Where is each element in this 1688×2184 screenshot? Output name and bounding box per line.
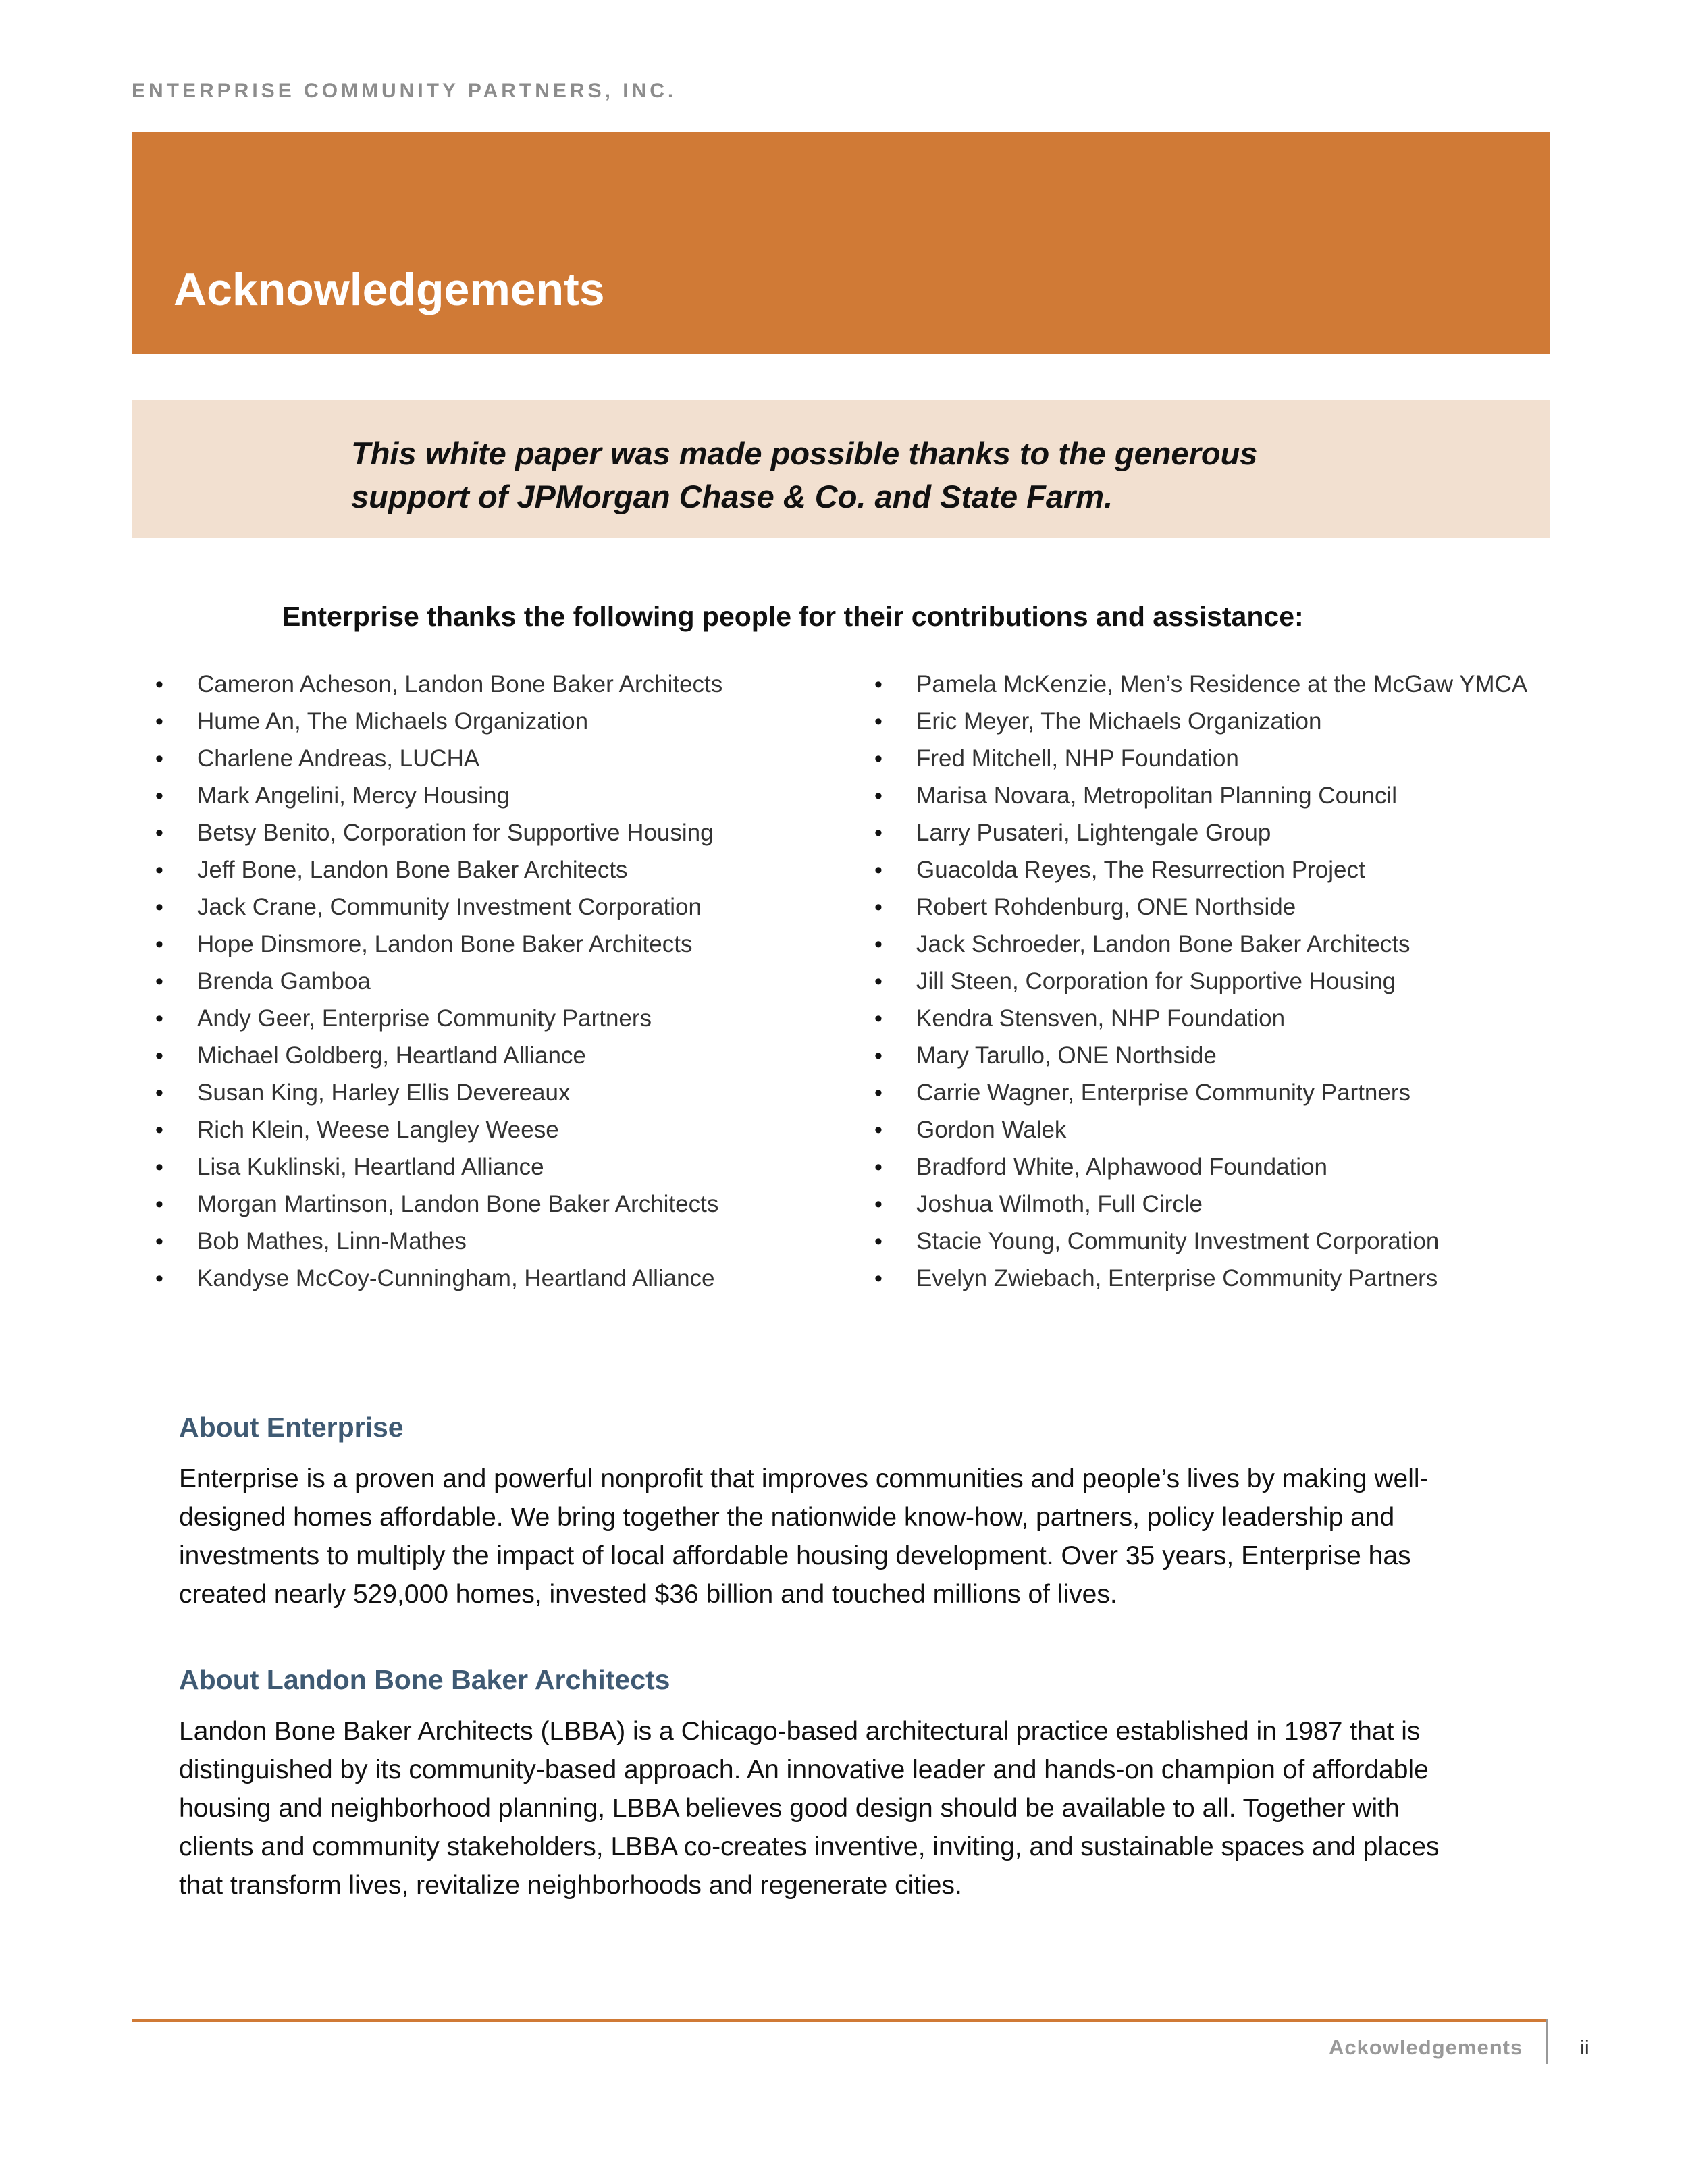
- person-name-affiliation: Stacie Young, Community Investment Corporation: [916, 1228, 1440, 1254]
- bullet-icon: •: [874, 857, 882, 883]
- acknowledgement-list-item: [155, 1225, 830, 1262]
- about-lbba-section: [179, 1661, 1529, 1905]
- acknowledgement-list-item: [874, 1003, 1671, 1040]
- bullet-icon: •: [874, 932, 882, 957]
- person-name-affiliation: Hume An, The Michaels Organization: [197, 708, 589, 735]
- bullet-icon: •: [155, 783, 163, 809]
- bullet-icon: •: [155, 895, 163, 920]
- page-title: Acknowledgements: [174, 264, 605, 315]
- person-name-affiliation: Lisa Kuklinski, Heartland Alliance: [197, 1154, 544, 1180]
- acknowledgement-list-item: [874, 668, 1671, 705]
- about-enterprise-heading: About Enterprise: [179, 1412, 404, 1443]
- person-name-affiliation: Bradford White, Alphawood Foundation: [916, 1154, 1327, 1180]
- acknowledgement-list-item: [155, 1040, 830, 1077]
- acknowledgement-list-item: [155, 1188, 830, 1225]
- footer-divider: [132, 2019, 1546, 2022]
- acknowledged-people-left-column: [155, 668, 830, 1300]
- person-name-affiliation: Robert Rohdenburg, ONE Northside: [916, 894, 1296, 920]
- footer-vertical-divider: [1546, 2019, 1548, 2064]
- acknowledgement-list-item: [874, 1114, 1671, 1151]
- acknowledgement-list-item: [155, 965, 830, 1003]
- support-statement: [351, 432, 1364, 518]
- acknowledgement-list-item: [874, 705, 1671, 743]
- organization-name: ENTERPRISE COMMUNITY PARTNERS, INC.: [132, 80, 677, 102]
- about-enterprise-body: [179, 1460, 1529, 1614]
- person-name-affiliation: Jill Steen, Corporation for Supportive Housing: [916, 968, 1396, 994]
- acknowledgement-list-item: [874, 817, 1671, 854]
- support-line: support of JPMorgan Chase & Co. and State Farm.: [351, 479, 1113, 514]
- bullet-icon: •: [874, 1229, 882, 1254]
- person-name-affiliation: Cameron Acheson, Landon Bone Baker Architects: [197, 671, 723, 697]
- acknowledgement-list-item: [155, 780, 830, 817]
- acknowledgement-list-item: [155, 1151, 830, 1188]
- acknowledgement-list-item: [874, 743, 1671, 780]
- bullet-icon: •: [155, 1229, 163, 1254]
- bullet-icon: •: [155, 1266, 163, 1291]
- paragraph-line: Landon Bone Baker Architects (LBBA) is a Chicago-based architectural practice established in 1987 that is: [179, 1717, 1421, 1746]
- acknowledgement-list-item: [874, 1040, 1671, 1077]
- acknowledgement-list-item: [874, 928, 1671, 965]
- person-name-affiliation: Carrie Wagner, Enterprise Community Partners: [916, 1080, 1411, 1106]
- acknowledgement-list-item: [874, 1188, 1671, 1225]
- bullet-icon: •: [874, 1154, 882, 1180]
- person-name-affiliation: Marisa Novara, Metropolitan Planning Council: [916, 782, 1398, 809]
- acknowledgement-list-item: [155, 1003, 830, 1040]
- paragraph-line: clients and community stakeholders, LBBA co-creates inventive, inviting, and sustainable spaces and places: [179, 1832, 1440, 1861]
- acknowledgement-list-item: [155, 1262, 830, 1300]
- person-name-affiliation: Susan King, Harley Ellis Devereaux: [197, 1080, 571, 1106]
- person-name-affiliation: Fred Mitchell, NHP Foundation: [916, 745, 1239, 772]
- acknowledgement-list-item: [874, 1262, 1671, 1300]
- bullet-icon: •: [155, 969, 163, 994]
- bullet-icon: •: [155, 1154, 163, 1180]
- page-number: ii: [1580, 2035, 1589, 2059]
- bullet-icon: •: [155, 932, 163, 957]
- acknowledgement-list-item: [874, 891, 1671, 928]
- bullet-icon: •: [155, 1080, 163, 1106]
- person-name-affiliation: Eric Meyer, The Michaels Organization: [916, 708, 1322, 735]
- bullet-icon: •: [874, 1266, 882, 1291]
- person-name-affiliation: Hope Dinsmore, Landon Bone Baker Architects: [197, 931, 693, 957]
- person-name-affiliation: Jack Schroeder, Landon Bone Baker Architects: [916, 931, 1410, 957]
- bullet-icon: •: [874, 895, 882, 920]
- paragraph-line: distinguished by its community-based approach. An innovative leader and hands-on champion of affordable: [179, 1755, 1429, 1784]
- acknowledgement-list-item: [874, 1077, 1671, 1114]
- bullet-icon: •: [155, 1117, 163, 1143]
- person-name-affiliation: Bob Mathes, Linn-Mathes: [197, 1228, 467, 1254]
- bullet-icon: •: [874, 783, 882, 809]
- person-name-affiliation: Pamela McKenzie, Men’s Residence at the McGaw YMCA: [916, 671, 1528, 697]
- person-name-affiliation: Brenda Gamboa: [197, 968, 371, 994]
- person-name-affiliation: Rich Klein, Weese Langley Weese: [197, 1117, 559, 1143]
- acknowledgement-list-item: [155, 854, 830, 891]
- bullet-icon: •: [874, 1006, 882, 1032]
- acknowledgement-list-item: [155, 817, 830, 854]
- bullet-icon: •: [155, 746, 163, 772]
- title-banner: [132, 132, 1550, 354]
- bullet-icon: •: [155, 1006, 163, 1032]
- bullet-icon: •: [155, 709, 163, 735]
- person-name-affiliation: Mark Angelini, Mercy Housing: [197, 782, 510, 809]
- paragraph-line: created nearly 529,000 homes, invested $36 billion and touched millions of lives.: [179, 1580, 1117, 1609]
- acknowledgement-list-item: [155, 1077, 830, 1114]
- about-enterprise-section: [179, 1408, 1529, 1614]
- support-callout: [132, 400, 1550, 538]
- bullet-icon: •: [155, 857, 163, 883]
- bullet-icon: •: [155, 1192, 163, 1217]
- thanks-heading: Enterprise thanks the following people for their contributions and assistance:: [282, 601, 1304, 632]
- footer-section-label: Ackowledgements: [1329, 2035, 1523, 2059]
- bullet-icon: •: [155, 672, 163, 697]
- person-name-affiliation: Michael Goldberg, Heartland Alliance: [197, 1042, 586, 1069]
- person-name-affiliation: Joshua Wilmoth, Full Circle: [916, 1191, 1203, 1217]
- person-name-affiliation: Morgan Martinson, Landon Bone Baker Architects: [197, 1191, 719, 1217]
- person-name-affiliation: Charlene Andreas, LUCHA: [197, 745, 480, 772]
- person-name-affiliation: Betsy Benito, Corporation for Supportive Housing: [197, 820, 714, 846]
- bullet-icon: •: [874, 1192, 882, 1217]
- bullet-icon: •: [155, 1043, 163, 1069]
- bullet-icon: •: [874, 1080, 882, 1106]
- acknowledgement-list-item: [155, 1114, 830, 1151]
- paragraph-line: investments to multiply the impact of local affordable housing development. Over 35 years, Enterprise has: [179, 1541, 1411, 1570]
- acknowledgement-list-item: [874, 1225, 1671, 1262]
- acknowledgement-list-item: [155, 928, 830, 965]
- about-lbba-heading: About Landon Bone Baker Architects: [179, 1664, 670, 1695]
- person-name-affiliation: Andy Geer, Enterprise Community Partners: [197, 1005, 652, 1032]
- paragraph-line: Enterprise is a proven and powerful nonprofit that improves communities and people’s lives by making well-: [179, 1464, 1429, 1493]
- person-name-affiliation: Guacolda Reyes, The Resurrection Project: [916, 857, 1365, 883]
- acknowledgement-list-item: [874, 965, 1671, 1003]
- acknowledgement-list-item: [155, 705, 830, 743]
- acknowledgement-list-item: [874, 854, 1671, 891]
- person-name-affiliation: Kendra Stensven, NHP Foundation: [916, 1005, 1286, 1032]
- bullet-icon: •: [155, 820, 163, 846]
- acknowledgement-list-item: [155, 668, 830, 705]
- person-name-affiliation: Gordon Walek: [916, 1117, 1067, 1143]
- about-lbba-body: [179, 1712, 1529, 1905]
- acknowledgement-list-item: [155, 891, 830, 928]
- paragraph-line: designed homes affordable. We bring together the nationwide know-how, partners, policy leadership and: [179, 1503, 1395, 1532]
- bullet-icon: •: [874, 672, 882, 697]
- acknowledgement-list-item: [155, 743, 830, 780]
- person-name-affiliation: Jeff Bone, Landon Bone Baker Architects: [197, 857, 628, 883]
- person-name-affiliation: Mary Tarullo, ONE Northside: [916, 1042, 1217, 1069]
- bullet-icon: •: [874, 1043, 882, 1069]
- support-line: This white paper was made possible thanks to the generous: [351, 435, 1258, 471]
- person-name-affiliation: Larry Pusateri, Lightengale Group: [916, 820, 1271, 846]
- acknowledgement-list-item: [874, 1151, 1671, 1188]
- person-name-affiliation: Evelyn Zwiebach, Enterprise Community Partners: [916, 1265, 1438, 1291]
- acknowledged-people-right-column: [874, 668, 1671, 1300]
- bullet-icon: •: [874, 820, 882, 846]
- bullet-icon: •: [874, 969, 882, 994]
- acknowledgement-list-item: [874, 780, 1671, 817]
- bullet-icon: •: [874, 1117, 882, 1143]
- bullet-icon: •: [874, 709, 882, 735]
- paragraph-line: that transform lives, revitalize neighborhoods and regenerate cities.: [179, 1871, 962, 1900]
- person-name-affiliation: Jack Crane, Community Investment Corporation: [197, 894, 702, 920]
- paragraph-line: housing and neighborhood planning, LBBA believes good design should be available to all. Together with: [179, 1794, 1400, 1823]
- bullet-icon: •: [874, 746, 882, 772]
- person-name-affiliation: Kandyse McCoy-Cunningham, Heartland Alliance: [197, 1265, 715, 1291]
